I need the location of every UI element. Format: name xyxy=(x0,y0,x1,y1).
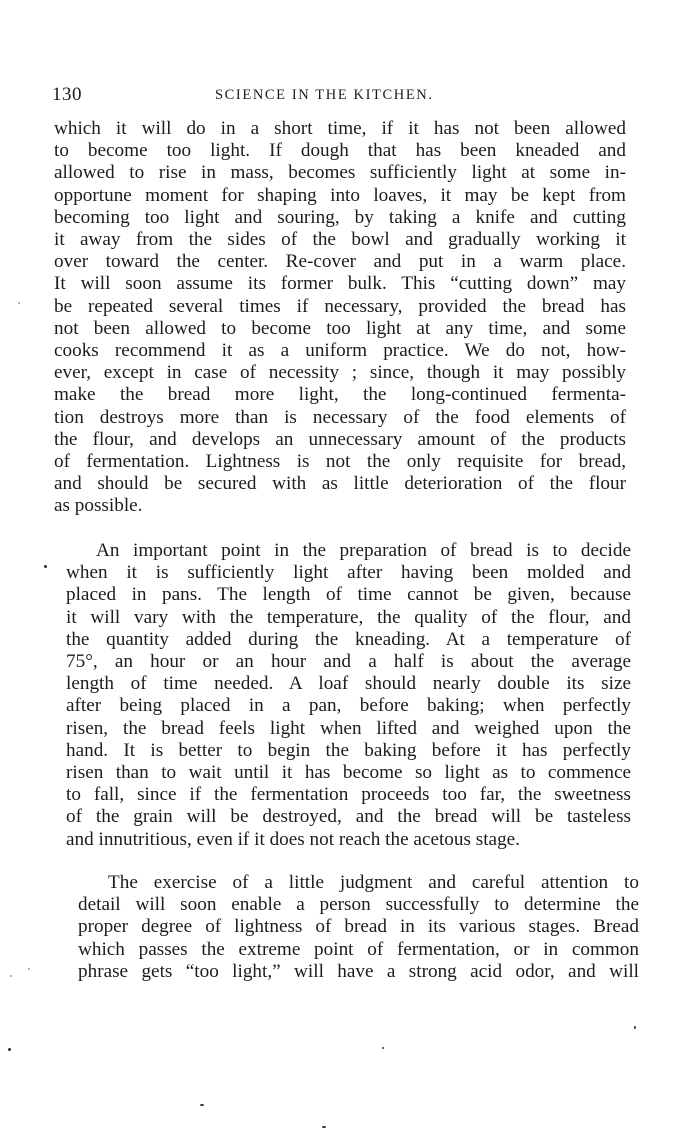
text-line: phrase gets “too light,” will have a strong acid odor, and will xyxy=(78,960,639,982)
scan-speck xyxy=(8,1048,11,1051)
scan-speck xyxy=(634,1026,636,1029)
text-line: when it is sufficiently light after having been molded and xyxy=(66,562,631,584)
text-line: 75°, an hour or an hour and a half is about the average xyxy=(66,651,631,673)
text-line: to fall, since if the fermentation proceeds too far, the sweetness xyxy=(66,784,631,806)
page-number: 130 xyxy=(52,84,82,105)
text-line: tion destroys more than is necessary of the food elements of xyxy=(54,406,626,428)
text-line: ever, except in case of necessity ; since, though it may possibly xyxy=(54,362,626,384)
text-line: The exercise of a little judgment and careful attention to xyxy=(108,872,639,893)
text-line: risen than to wait until it has become so light as to commence xyxy=(66,762,631,784)
scan-speck xyxy=(382,1047,384,1049)
text-line: opportune moment for shaping into loaves, it may be kept from xyxy=(54,184,626,206)
text-line: placed in pans. The length of time cannot be given, because xyxy=(66,584,631,606)
text-line: risen, the bread feels light when lifted and weighed upon the xyxy=(66,717,631,739)
text-line: length of time needed. A loaf should nearly double its size xyxy=(66,673,631,695)
paragraph-3 xyxy=(78,872,639,983)
text-line: as possible. xyxy=(54,495,143,517)
text-line: of the grain will be destroyed, and the bread will be tasteless xyxy=(66,806,631,828)
text-line: detail will soon enable a person successfully to determine the xyxy=(78,894,639,916)
scan-speck xyxy=(44,565,47,568)
text-line: proper degree of lightness of bread in its various stages. Bread xyxy=(78,916,639,938)
text-line: the flour, and develops an unnecessary amount of the products xyxy=(54,428,626,450)
text-line: after being placed in a pan, before baking; when perfectly xyxy=(66,695,631,717)
text-line: make the bread more light, the long-continued fermenta- xyxy=(54,384,626,406)
text-line: it will vary with the temperature, the quality of the flour, and xyxy=(66,606,631,628)
text-line: be repeated several times if necessary, provided the bread has xyxy=(54,295,626,317)
text-line: of fermentation. Lightness is not the only requisite for bread, xyxy=(54,451,626,473)
text-line: hand. It is better to begin the baking before it has perfectly xyxy=(66,739,631,761)
scan-speck xyxy=(10,975,12,977)
scan-speck xyxy=(28,968,30,970)
text-line: becoming too light and souring, by taking a knife and cutting xyxy=(54,206,626,228)
text-line: and innutritious, even if it does not reach the acetous stage. xyxy=(66,828,520,850)
text-line: not been allowed to become too light at any time, and some xyxy=(54,317,626,339)
text-line: It will soon assume its former bulk. This “cutting down” may xyxy=(54,273,626,295)
text-line: cooks recommend it as a uniform practice. We do not, how- xyxy=(54,340,626,362)
scan-speck xyxy=(200,1104,204,1106)
text-line: which it will do in a short time, if it has not been allowed xyxy=(54,118,626,139)
text-line: An important point in the preparation of bread is to decide xyxy=(96,540,631,561)
text-line: which passes the extreme point of fermentation, or in common xyxy=(78,938,639,960)
text-line: allowed to rise in mass, becomes sufficiently light at some in- xyxy=(54,162,626,184)
text-line: over toward the center. Re-cover and put in a warm place. xyxy=(54,251,626,273)
scan-speck xyxy=(322,1126,326,1128)
paragraph-2 xyxy=(66,540,631,851)
text-line: to become too light. If dough that has been kneaded and xyxy=(54,140,626,162)
text-line: and should be secured with as little deterioration of the flour xyxy=(54,473,626,495)
text-line: it away from the sides of the bowl and gradually working it xyxy=(54,229,626,251)
paragraph-1 xyxy=(54,118,626,518)
page-header xyxy=(52,84,632,112)
running-head: SCIENCE IN THE KITCHEN. xyxy=(215,87,434,103)
scan-speck xyxy=(18,302,20,304)
text-line: the quantity added during the kneading. At a temperature of xyxy=(66,628,631,650)
